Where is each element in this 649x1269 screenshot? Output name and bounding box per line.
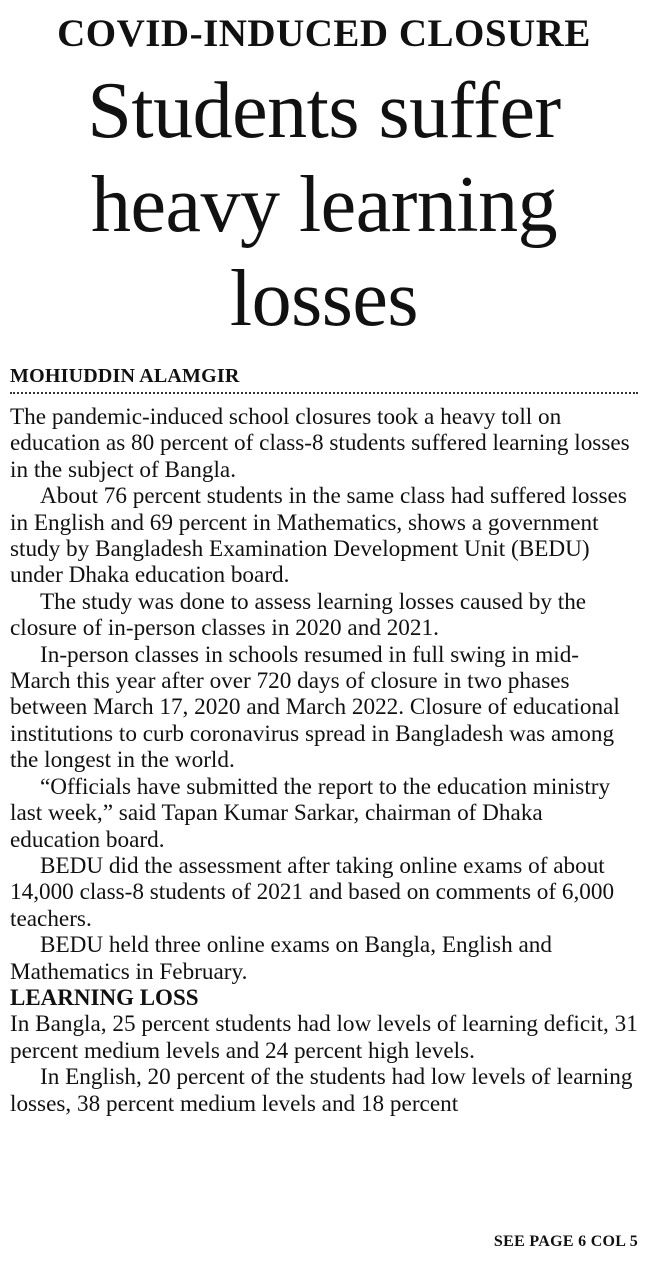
- body-paragraph: About 76 percent students in the same class had suffered losses in English and 69 percent in Mathematics, shows a government study by Bangladesh Examination Development Unit (BEDU) under Dhaka education board.: [10, 483, 627, 589]
- headline: [10, 64, 638, 346]
- body-paragraph: BEDU did the assessment after taking online exams of about 14,000 class-8 students of 2021 and based on comments of 6,000 teachers.: [10, 852, 615, 932]
- body-paragraph: In English, 20 percent of the students had low levels of learning losses, 38 percent medium levels and 18 percent: [10, 1064, 633, 1117]
- byline: MOHIUDDIN ALAMGIR: [10, 365, 240, 387]
- body-paragraph: “Officials have submitted the report to the education ministry last week,” said Tapan Kumar Sarkar, chairman of Dhaka education board.: [10, 773, 611, 853]
- article-body: [10, 404, 638, 1117]
- headline-line: Students suffer: [87, 67, 561, 155]
- kicker: COVID-INDUCED CLOSURE: [57, 12, 591, 55]
- body-paragraph: BEDU held three online exams on Bangla, English and Mathematics in February.: [10, 932, 552, 985]
- body-paragraph: The pandemic-induced school closures took a heavy toll on education as 80 percent of class-8 students suffered learning losses in the subject of Bangla.: [10, 404, 630, 483]
- news-article: [10, 12, 638, 1117]
- headline-line: heavy learning: [90, 161, 558, 249]
- body-paragraph: In-person classes in schools resumed in full swing in mid-March this year after over 720 days of closure in two phases between March 17, 2020 and March 2022. Closure of educational institutions to curb coronavirus spread in Bangladesh was among the longest in the world.: [10, 641, 620, 774]
- body-paragraph: The study was done to assess learning losses caused by the closure of in-person classes in 2020 and 2021.: [10, 588, 587, 642]
- body-paragraph: In Bangla, 25 percent students had low levels of learning deficit, 31 percent medium levels and 24 percent high levels.: [10, 1011, 638, 1064]
- headline-line: losses: [229, 255, 419, 343]
- continuation-note: SEE PAGE 6 COL 5: [493, 1233, 638, 1250]
- subheading: LEARNING LOSS: [10, 984, 199, 1010]
- dotted-divider: [10, 392, 638, 394]
